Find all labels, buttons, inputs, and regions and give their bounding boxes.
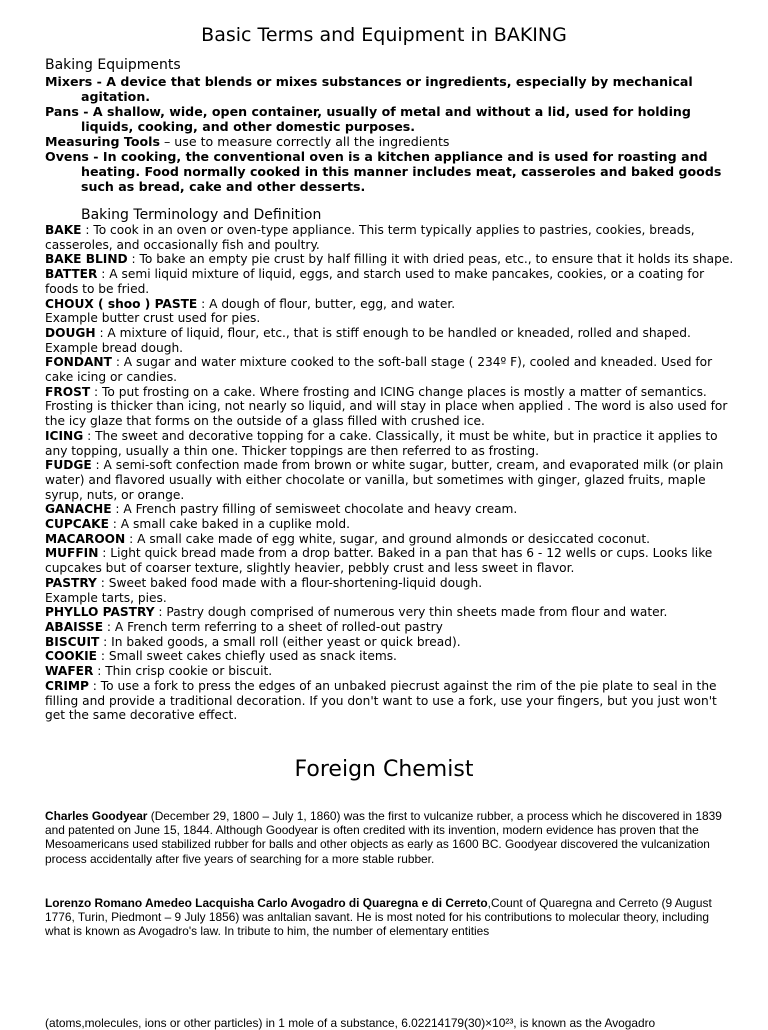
term-name: WAFER [45, 664, 94, 679]
chemist-name: Lorenzo Romano Amedeo Lacquisha Carlo Avogadro di Quaregna e di Cerreto [45, 896, 488, 910]
equipment-term: Mixers [45, 74, 93, 89]
term-entry [45, 385, 735, 429]
term-definition: : A semi liquid mixture of liquid, eggs, and starch used to make pancakes, cookies, or a coating for foods to be fried. [45, 267, 705, 296]
equipment-definition: A shallow, wide, open container, usually of metal and without a lid, used for holding liquids, cooking, and other domestic purposes. [81, 104, 691, 134]
term-entry [45, 620, 735, 635]
term-entry [45, 326, 735, 341]
term-name: ICING [45, 428, 84, 443]
term-definition: : A French pastry filling of semisweet chocolate and heavy cream. [111, 502, 518, 517]
term-name: MUFFIN [45, 546, 99, 561]
chemist-paragraph [45, 896, 735, 939]
equipment-term: Measuring Tools [45, 134, 160, 149]
term-definition: : Small sweet cakes chiefly used as snack items. [96, 649, 397, 664]
term-definition: : To put frosting on a cake. Where frosting and ICING change places is mostly a matter of semantics. Frosting is thicker than icing, not nearly so liquid, and will stay in place when applied . The word is also used for the icy glaze that forms on the outside of a glass filled with crushed ice. [45, 384, 728, 429]
term-definition: : The sweet and decorative topping for a cake. Classically, it must be white, but in practice it applies to any topping, usually a thin one. Thicker toppings are then referred to as frosting. [45, 428, 718, 458]
term-name: DOUGH [45, 325, 96, 340]
term-name: CUPCAKE [45, 517, 109, 532]
term-definition: : A sugar and water mixture cooked to the soft-ball stage ( 234º F), cooled and kneaded. Used for cake icing or candies. [45, 355, 713, 385]
term-entry [45, 517, 735, 532]
term-name: MACAROON [45, 531, 126, 546]
term-definition: : A French term referring to a sheet of rolled-out pastry [103, 619, 443, 634]
term-example: Example butter crust used for pies. [45, 311, 261, 326]
term-entry [45, 664, 735, 679]
term-name: COOKIE [45, 649, 97, 664]
term-definition: : A small cake made of egg white, sugar, and ground almonds or desiccated coconut. [125, 531, 651, 546]
term-definition: : To use a fork to press the edges of an unbaked piecrust against the rim of the pie plate to seal in the filling and provide a traditional decoration. If you don't want to use a fork, use your fingers, but you just won't get the same decorative effect. [45, 678, 717, 723]
term-definition: : Sweet baked food made with a flour-shortening-liquid dough. [96, 575, 483, 590]
equipment-separator: - [78, 104, 93, 119]
chemist-bio: (December 29, 1800 – July 1, 1860) was the first to vulcanize rubber, a process which he discovered in 1839 and patented on June 15, 1844. Although Goodyear is often credited with its invention, modern evidence has proven that the Mesoamericans used stabilized rubber for balls and other objects as early as 1600 BC. Goodyear discovered the vulcanization process accidentally after five years of searching for a more stable rubber. [45, 809, 722, 866]
term-example: Example bread dough. [45, 340, 184, 355]
term-entry [45, 252, 735, 267]
equipment-entry [45, 134, 735, 149]
term-entry [45, 502, 735, 517]
term-name: BAKE [45, 223, 82, 237]
term-definition: : To cook in an oven or oven-type appliance. This term typically applies to pastries, cookies, breads, casseroles, and occasionally fish and poultry. [45, 223, 695, 252]
chemist-name: Charles Goodyear [45, 809, 148, 823]
term-entry [45, 429, 735, 458]
equipment-term: Ovens [45, 149, 89, 164]
equipment-definition: In cooking, the conventional oven is a kitchen appliance and is used for roasting and heating. Food normally cooked in this manner includes meat, casseroles and baked goods such as bread, cake and other desserts. [81, 149, 722, 194]
term-definition: : Pastry dough comprised of numerous very thin sheets made from flour and water. [154, 605, 668, 620]
term-name: PASTRY [45, 575, 97, 590]
term-definition: : Light quick bread made from a drop batter. Baked in a pan that has 6 - 12 wells or cups. Looks like cupcakes but of coarser texture, slightly heavier, pebbly crust and less sweet in flavor. [45, 546, 713, 576]
equipment-definition: use to measure correctly all the ingredients [174, 134, 450, 149]
term-entry [45, 267, 735, 296]
term-definition: : A dough of flour, butter, egg, and water. [197, 296, 456, 311]
term-entry [45, 297, 735, 312]
term-entry [45, 605, 735, 620]
term-example: Example tarts, pies. [45, 590, 167, 605]
term-name: BISCUIT [45, 634, 100, 649]
term-entry [45, 458, 735, 502]
terminology-list [45, 223, 735, 723]
chemist-bio: ,Count of Quaregna and Cerreto (9 August 1776, Turin, Piedmont – 9 July 1856) was anltalian savant. He is most noted for his contributions to molecular theory, including what is known as Avogadro's law. In tribute to him, the number of elementary entities [45, 896, 712, 939]
term-entry [45, 576, 735, 591]
term-name: FROST [45, 384, 91, 399]
term-name: PHYLLO PASTRY [45, 605, 155, 620]
term-name: FUDGE [45, 458, 92, 473]
chemist-heading: Foreign Chemist [294, 757, 474, 782]
term-name: FONDANT [45, 355, 112, 370]
term-entry [45, 635, 735, 650]
term-entry [45, 649, 735, 664]
equipment-entry [45, 149, 735, 194]
equipment-separator: - [92, 74, 107, 89]
term-name: CHOUX ( shoo ) PASTE [45, 296, 198, 311]
terminology-heading: Baking Terminology and Definition [81, 207, 322, 223]
term-name: BATTER [45, 267, 98, 282]
equipment-term: Pans [45, 104, 79, 119]
page-title: Basic Terms and Equipment in BAKING [201, 24, 567, 46]
term-name: BAKE BLIND [45, 252, 128, 267]
term-name: CRIMP [45, 678, 89, 693]
term-definition: : In baked goods, a small roll (either yeast or quick bread). [99, 634, 461, 649]
term-definition: : A small cake baked in a cuplike mold. [108, 517, 351, 532]
term-name: ABAISSE [45, 619, 104, 634]
term-entry [45, 532, 735, 547]
cut-off-text: (atoms,molecules, ions or other particles) in 1 mole of a substance, 6.02214179(30)×10²³, is known as the Avogadro [45, 1016, 656, 1030]
equipment-separator: – [159, 134, 175, 149]
term-entry [45, 679, 735, 723]
term-entry [45, 355, 735, 384]
term-definition: : To bake an empty pie crust by half filling it with dried peas, etc., to ensure that it holds its shape. [127, 252, 734, 267]
term-definition: : A semi-soft confection made from brown or white sugar, butter, cream, and evaporated milk (or plain water) and flavored usually with either chocolate or vanilla, but sometimes with ginger, glazed fruits, maple syrup, nuts, or orange. [45, 458, 724, 502]
chemist-paragraph [45, 809, 735, 866]
term-entry [45, 546, 735, 575]
equipment-definition: A device that blends or mixes substances or ingredients, especially by mechanical agitation. [81, 74, 693, 104]
equipment-entry [45, 104, 735, 134]
term-definition: : A mixture of liquid, flour, etc., that is stiff enough to be handled or kneaded, rolled and shaped. [95, 325, 691, 340]
term-definition: : Thin crisp cookie or biscuit. [93, 664, 273, 679]
equipments-heading: Baking Equipments [45, 57, 181, 73]
equipment-list [45, 74, 735, 194]
equipment-entry [45, 74, 735, 104]
equipment-separator: - [88, 149, 103, 164]
term-name: GANACHE [45, 502, 112, 517]
term-entry [45, 223, 735, 252]
